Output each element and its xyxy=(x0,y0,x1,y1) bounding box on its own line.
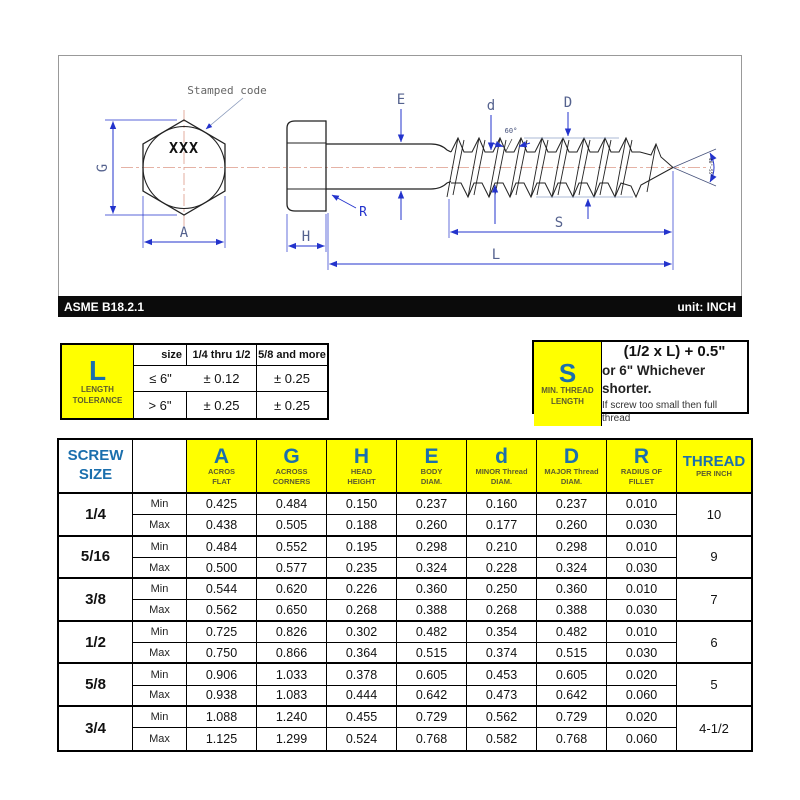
cell-5-16-min-H: 0.195 xyxy=(327,537,397,558)
cell-5-8-min-D: 0.605 xyxy=(537,664,607,685)
l-symbol-cell xyxy=(62,345,134,418)
row-size-3-4: 3/4 xyxy=(59,707,133,750)
cell-1-4-max-G: 0.505 xyxy=(257,515,327,536)
cell-1-4-max-A: 0.438 xyxy=(187,515,257,536)
cell-1-4-thread: 10 xyxy=(677,494,751,537)
cell-5-16-max-R: 0.030 xyxy=(607,558,677,579)
cell-1-4-max-D: 0.260 xyxy=(537,515,607,536)
min-label: Min xyxy=(133,707,187,728)
cell-3-4-min-R: 0.020 xyxy=(607,707,677,728)
cell-1-2-min-H: 0.302 xyxy=(327,622,397,643)
cell-5-16-max-D: 0.324 xyxy=(537,558,607,579)
cell-1-2-min-R: 0.010 xyxy=(607,622,677,643)
point-angle-label: 40°~55° xyxy=(707,158,712,177)
cell-5-16-min-G: 0.552 xyxy=(257,537,327,558)
cell-5-8-min-d: 0.453 xyxy=(467,664,537,685)
min-thread-length-table xyxy=(532,340,749,425)
row-size-5-16: 5/16 xyxy=(59,537,133,580)
technical-drawing-frame xyxy=(58,55,742,298)
cell-3-4-max-d: 0.582 xyxy=(467,728,537,749)
row-size-3-8: 3/8 xyxy=(59,579,133,622)
min-label: Min xyxy=(133,622,187,643)
r-leader xyxy=(332,195,356,208)
cell-3-4-max-E: 0.768 xyxy=(397,728,467,749)
s-label: S xyxy=(554,215,564,231)
header-col-D: D MAJOR Thread DIAM. xyxy=(537,440,607,494)
header-screw-size: SCREW SIZE xyxy=(59,440,133,494)
header-col-thread: THREAD PER INCH xyxy=(677,440,751,494)
cell-3-4-min-H: 0.455 xyxy=(327,707,397,728)
cell-1-2-max-R: 0.030 xyxy=(607,643,677,664)
s-formula-cell xyxy=(602,342,747,426)
cell-5-8-max-D: 0.642 xyxy=(537,686,607,707)
cell-5-16-min-E: 0.298 xyxy=(397,537,467,558)
cell-3-8-min-E: 0.360 xyxy=(397,579,467,600)
max-label: Max xyxy=(133,643,187,664)
cell-1-2-min-A: 0.725 xyxy=(187,622,257,643)
min-label: Min xyxy=(133,494,187,515)
row-size-5-8: 5/8 xyxy=(59,664,133,707)
cell-1-4-min-H: 0.150 xyxy=(327,494,397,515)
l-row2-col1: ± 0.25 xyxy=(187,392,257,418)
cell-3-4-min-E: 0.729 xyxy=(397,707,467,728)
cell-1-2-min-G: 0.826 xyxy=(257,622,327,643)
d-minor-label: d xyxy=(486,98,496,114)
max-label: Max xyxy=(133,558,187,579)
cell-3-8-max-G: 0.650 xyxy=(257,600,327,621)
d-major-label: D xyxy=(563,95,573,111)
cell-3-4-min-A: 1.088 xyxy=(187,707,257,728)
cell-3-8-max-A: 0.562 xyxy=(187,600,257,621)
g-label: G xyxy=(95,163,111,173)
cell-1-2-max-D: 0.515 xyxy=(537,643,607,664)
l-caption-2: TOLERANCE xyxy=(72,395,123,405)
cell-3-8-max-R: 0.030 xyxy=(607,600,677,621)
cell-5-8-max-d: 0.473 xyxy=(467,686,537,707)
standard-name: ASME B18.2.1 xyxy=(64,299,145,314)
drawing-title-bar xyxy=(58,296,742,317)
cell-3-4-max-D: 0.768 xyxy=(537,728,607,749)
row-size-1-4: 1/4 xyxy=(59,494,133,537)
row-size-1-2: 1/2 xyxy=(59,622,133,665)
h-label: H xyxy=(301,229,311,245)
cell-5-16-min-D: 0.298 xyxy=(537,537,607,558)
cell-1-4-min-d: 0.160 xyxy=(467,494,537,515)
cell-1-2-max-A: 0.750 xyxy=(187,643,257,664)
shank-top-edge xyxy=(326,144,451,152)
header-col-d: d MINOR Thread DIAM. xyxy=(467,440,537,494)
l-row1-size: ≤ 6" xyxy=(134,366,187,392)
cell-3-4-min-G: 1.240 xyxy=(257,707,327,728)
max-label: Max xyxy=(133,600,187,621)
a-label: A xyxy=(179,225,189,241)
screw-dimensions-table xyxy=(57,438,753,752)
stamped-code-label: Stamped code xyxy=(187,84,267,97)
cell-3-8-min-d: 0.250 xyxy=(467,579,537,600)
cell-1-4-max-d: 0.177 xyxy=(467,515,537,536)
cell-1-4-min-R: 0.010 xyxy=(607,494,677,515)
s-symbol-cell xyxy=(534,342,602,426)
l-symbol: L xyxy=(88,355,107,387)
max-label: Max xyxy=(133,686,187,707)
cell-1-4-max-H: 0.188 xyxy=(327,515,397,536)
cell-3-8-min-D: 0.360 xyxy=(537,579,607,600)
length-tolerance-table xyxy=(60,343,329,420)
thread-angle-label: 60° xyxy=(504,127,518,135)
cell-5-16-min-A: 0.484 xyxy=(187,537,257,558)
cell-1-2-max-H: 0.364 xyxy=(327,643,397,664)
cell-1-4-min-D: 0.237 xyxy=(537,494,607,515)
l-caption-1: LENGTH xyxy=(81,385,114,395)
cell-5-8-min-G: 1.033 xyxy=(257,664,327,685)
cell-3-8-max-D: 0.388 xyxy=(537,600,607,621)
header-col-A: A ACROS FLAT xyxy=(187,440,257,494)
cell-3-4-max-G: 1.299 xyxy=(257,728,327,749)
cell-5-16-min-d: 0.210 xyxy=(467,537,537,558)
l-label: L xyxy=(491,247,501,263)
cell-1-2-min-D: 0.482 xyxy=(537,622,607,643)
cell-1-2-min-E: 0.482 xyxy=(397,622,467,643)
cell-3-4-max-A: 1.125 xyxy=(187,728,257,749)
cell-5-8-min-R: 0.020 xyxy=(607,664,677,685)
header-col-G: G ACROSS CORNERS xyxy=(257,440,327,494)
l-header-size: size xyxy=(134,345,187,366)
l-row1-col2: ± 0.25 xyxy=(257,366,327,392)
cell-1-4-min-A: 0.425 xyxy=(187,494,257,515)
max-label: Max xyxy=(133,515,187,536)
cell-5-16-max-d: 0.228 xyxy=(467,558,537,579)
header-empty xyxy=(133,440,187,494)
hex-head-side-view xyxy=(287,121,326,211)
cell-5-16-thread: 9 xyxy=(677,537,751,580)
header-col-R: R RADIUS OF FILLET xyxy=(607,440,677,494)
cell-5-8-max-H: 0.444 xyxy=(327,686,397,707)
min-label: Min xyxy=(133,537,187,558)
s-rule: or 6" Whichever shorter. xyxy=(602,363,706,397)
cell-5-8-min-E: 0.605 xyxy=(397,664,467,685)
e-label: E xyxy=(396,92,406,108)
cell-5-8-thread: 5 xyxy=(677,664,751,707)
cell-3-4-thread: 4-1/2 xyxy=(699,720,729,736)
cell-3-8-max-E: 0.388 xyxy=(397,600,467,621)
cell-1-4-max-E: 0.260 xyxy=(397,515,467,536)
l-row1-col1: ± 0.12 xyxy=(187,366,257,392)
shank-bottom-edge xyxy=(326,182,451,190)
cell-5-8-min-A: 0.906 xyxy=(187,664,257,685)
cell-3-8-min-R: 0.010 xyxy=(607,579,677,600)
cell-3-4-max-H: 0.524 xyxy=(327,728,397,749)
cell-5-8-min-H: 0.378 xyxy=(327,664,397,685)
cell-1-4-min-G: 0.484 xyxy=(257,494,327,515)
cell-3-8-min-A: 0.544 xyxy=(187,579,257,600)
lag-screw-drawing xyxy=(59,56,741,297)
cell-5-16-max-G: 0.577 xyxy=(257,558,327,579)
cell-1-4-max-R: 0.030 xyxy=(607,515,677,536)
l-row2-size: > 6" xyxy=(134,392,187,418)
s-symbol: S xyxy=(558,358,577,389)
header-col-H: H HEAD HEIGHT xyxy=(327,440,397,494)
cell-3-8-min-H: 0.226 xyxy=(327,579,397,600)
cell-5-8-max-E: 0.642 xyxy=(397,686,467,707)
s-caption-1: MIN. THREAD xyxy=(541,386,594,396)
l-header-col2: 5/8 and more xyxy=(257,345,327,366)
s-caption-2: LENGTH xyxy=(551,396,584,406)
min-label: Min xyxy=(133,664,187,685)
cell-3-4-max-R: 0.060 xyxy=(607,728,677,749)
l-header-col1: 1/4 thru 1/2 xyxy=(187,345,257,366)
stamped-code-leader xyxy=(206,98,243,129)
cell-3-8-thread: 7 xyxy=(677,579,751,622)
s-note: If screw too small then full thread xyxy=(602,399,718,425)
cell-1-2-min-d: 0.354 xyxy=(467,622,537,643)
cell-5-8-max-G: 1.083 xyxy=(257,686,327,707)
cell-1-2-thread: 6 xyxy=(677,622,751,665)
cell-3-8-max-H: 0.268 xyxy=(327,600,397,621)
cell-1-2-max-G: 0.866 xyxy=(257,643,327,664)
cell-5-16-max-E: 0.324 xyxy=(397,558,467,579)
r-label: R xyxy=(359,205,367,220)
cell-5-8-max-A: 0.938 xyxy=(187,686,257,707)
cell-3-4-min-D: 0.729 xyxy=(537,707,607,728)
header-col-E: E BODY DIAM. xyxy=(397,440,467,494)
max-label: Max xyxy=(133,728,187,749)
cell-5-8-max-R: 0.060 xyxy=(607,686,677,707)
cell-1-4-min-E: 0.237 xyxy=(397,494,467,515)
cell-5-16-min-R: 0.010 xyxy=(607,537,677,558)
min-label: Min xyxy=(133,579,187,600)
cell-3-4-min-d: 0.562 xyxy=(467,707,537,728)
s-formula: (1/2 x L) + 0.5" xyxy=(623,343,726,360)
unit-label: unit: INCH xyxy=(677,299,736,314)
cell-3-8-max-d: 0.268 xyxy=(467,600,537,621)
cell-3-8-min-G: 0.620 xyxy=(257,579,327,600)
cell-5-16-max-A: 0.500 xyxy=(187,558,257,579)
cell-1-2-max-E: 0.515 xyxy=(397,643,467,664)
l-row2-col2: ± 0.25 xyxy=(273,397,311,413)
cell-5-16-max-H: 0.235 xyxy=(327,558,397,579)
cell-1-2-max-d: 0.374 xyxy=(467,643,537,664)
stamped-code-text: XXX xyxy=(168,139,200,157)
thread-crest-bottom xyxy=(451,168,673,198)
